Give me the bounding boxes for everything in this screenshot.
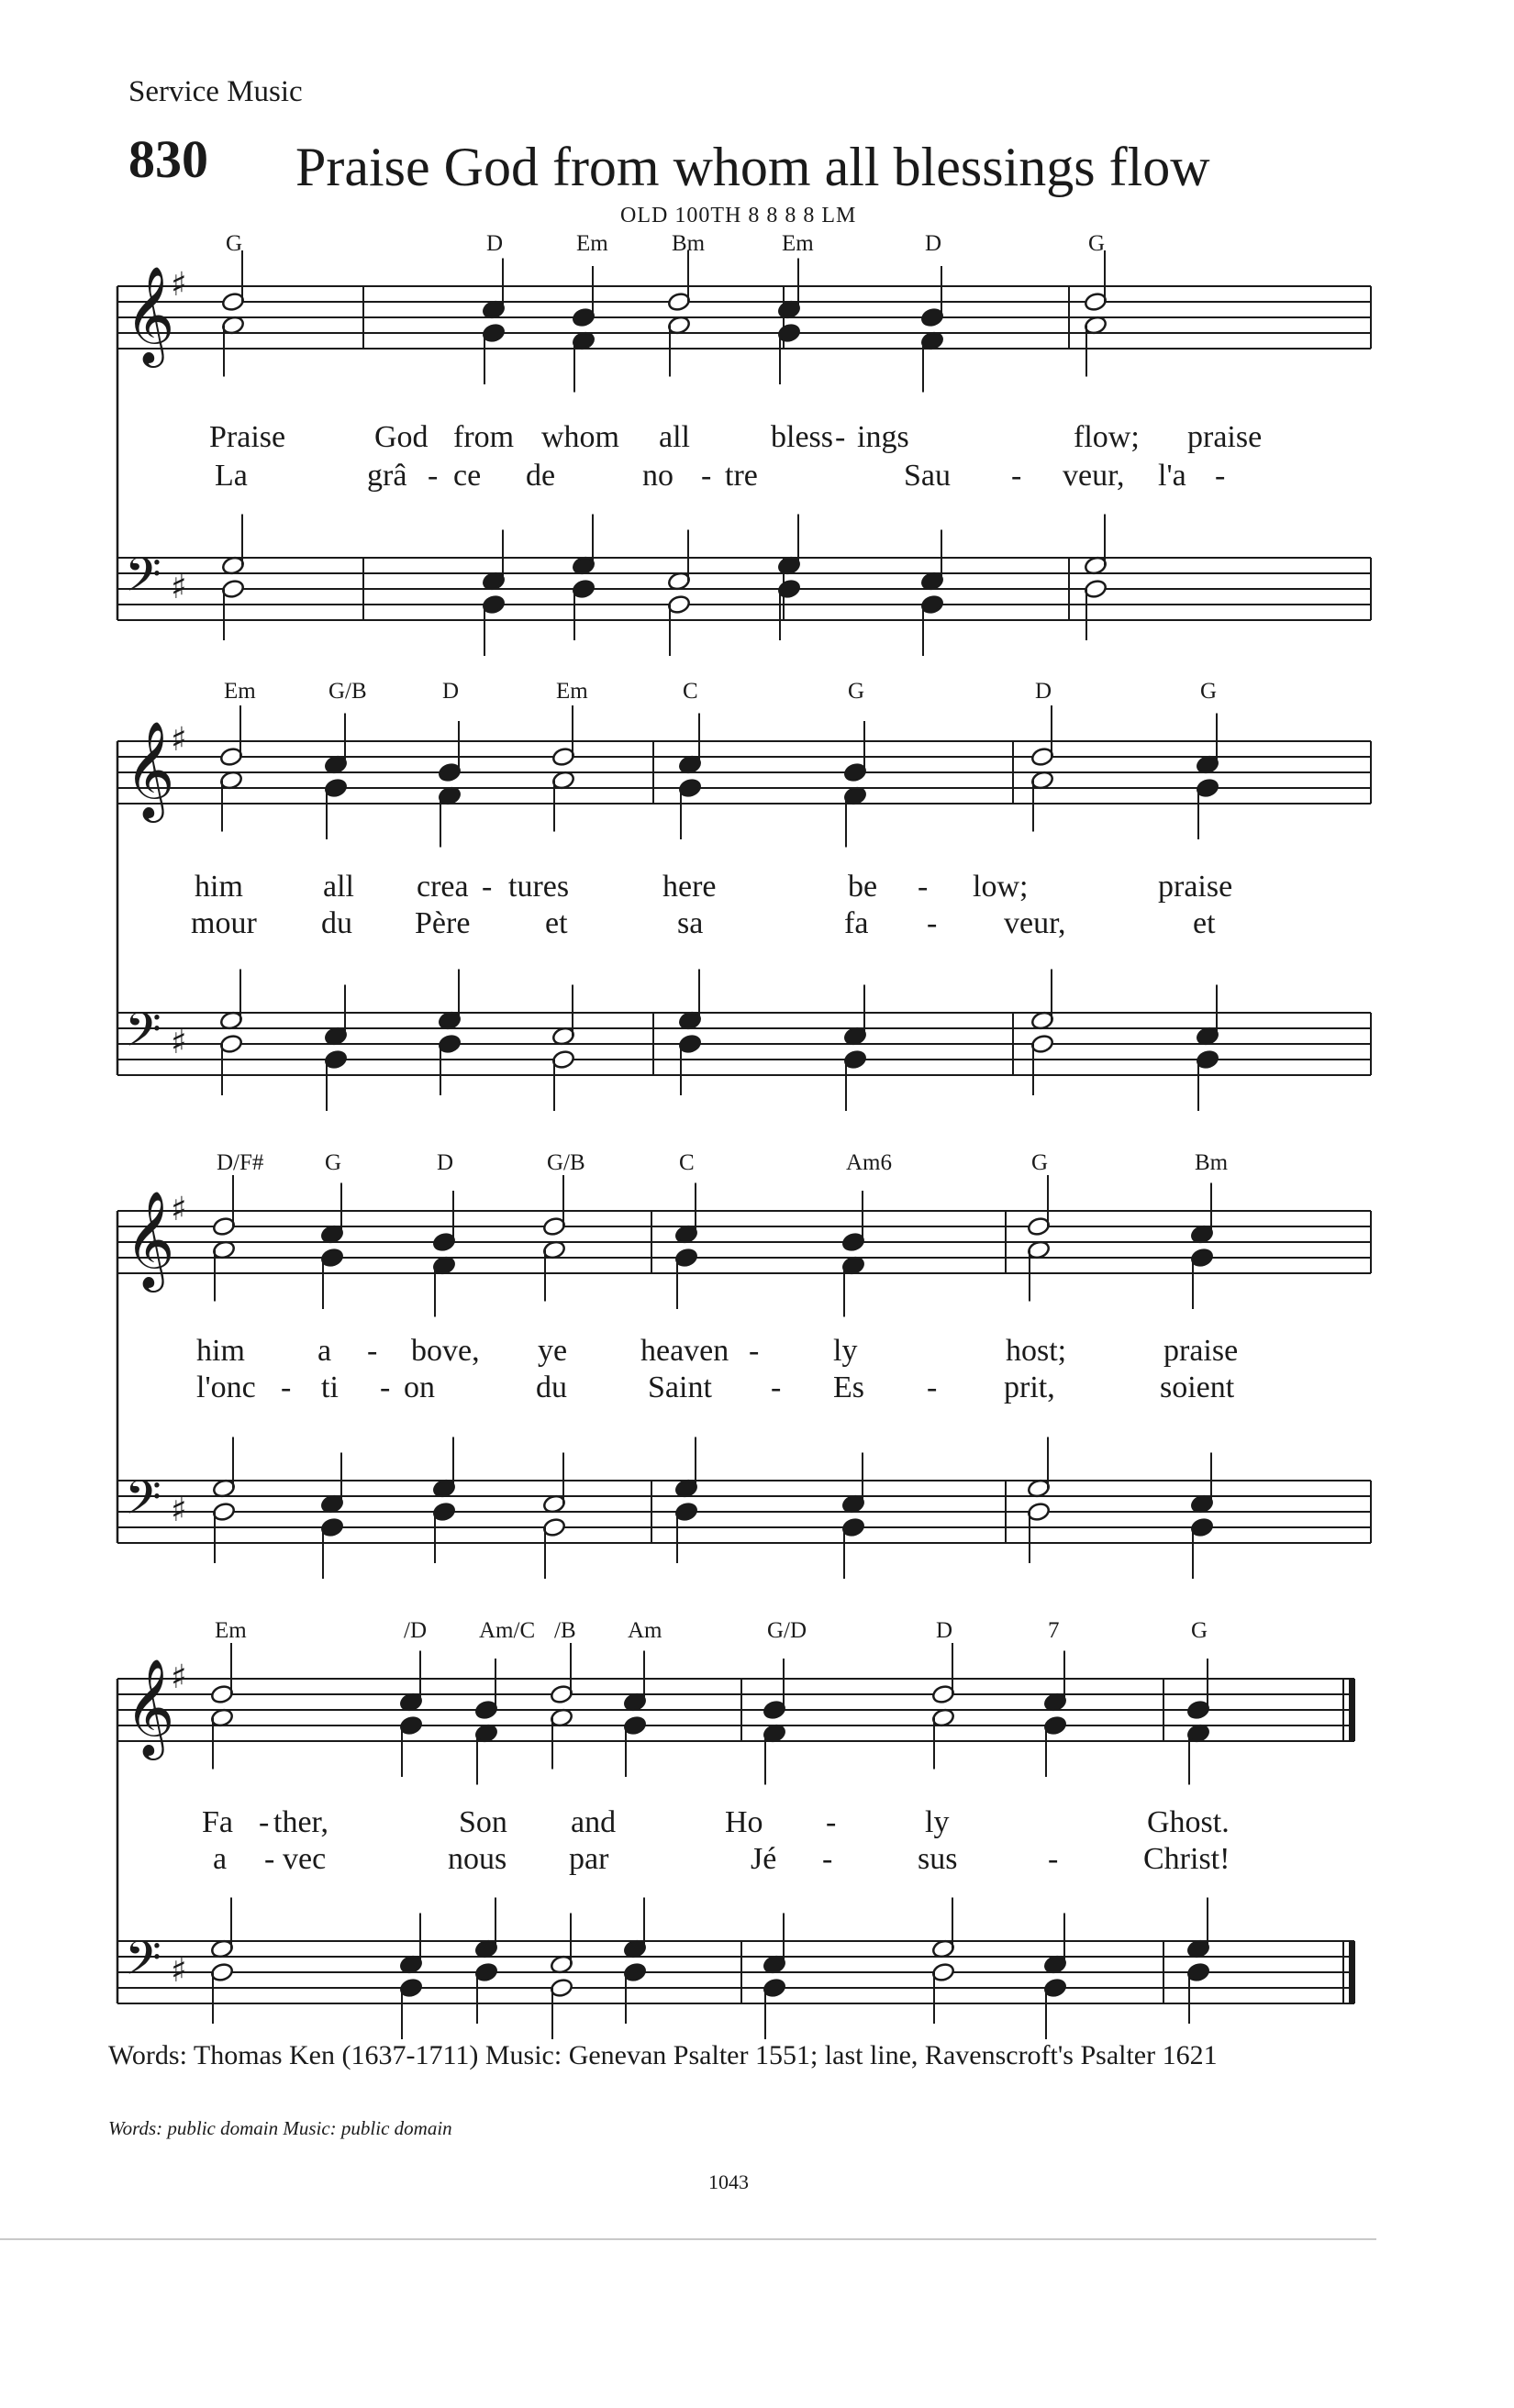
lyric-french: - bbox=[771, 1370, 782, 1404]
chord-symbol: D bbox=[486, 231, 504, 256]
credits: Words: Thomas Ken (1637-1711) Music: Genevan Psalter 1551; last line, Ravenscroft's Psalter 1621 bbox=[108, 2040, 1218, 2070]
lyric-french: fa bbox=[844, 906, 869, 940]
lyric-french: veur, bbox=[1063, 459, 1125, 493]
lyric-english: - bbox=[367, 1334, 378, 1368]
lyric-french: - bbox=[1011, 459, 1022, 493]
chord-symbol: D bbox=[925, 231, 942, 256]
treble-clef: 𝄞 bbox=[125, 265, 175, 363]
lyric-english: flow; bbox=[1074, 420, 1140, 454]
lyric-english: Son bbox=[459, 1805, 507, 1839]
lyric-french: on bbox=[404, 1370, 435, 1404]
lyric-french: La bbox=[215, 459, 248, 493]
lyric-english: - bbox=[826, 1805, 837, 1839]
lyric-english: God bbox=[374, 420, 429, 454]
lyric-french: a bbox=[213, 1842, 228, 1876]
lyric-english: all bbox=[659, 420, 690, 454]
lyric-french: et bbox=[545, 906, 568, 940]
chord-symbol: Am6 bbox=[846, 1150, 892, 1175]
lyric-english: whom bbox=[541, 420, 619, 454]
lyric-english: be bbox=[848, 870, 878, 904]
lyric-french: Saint bbox=[648, 1370, 712, 1404]
chord-symbol: D/F# bbox=[217, 1150, 264, 1175]
lyric-french: - bbox=[927, 906, 938, 940]
lyric-english: - bbox=[259, 1805, 270, 1839]
chord-symbol: /B bbox=[554, 1618, 576, 1643]
lyric-english: a bbox=[317, 1334, 332, 1368]
lyric-english: Ghost. bbox=[1147, 1805, 1230, 1839]
chord-symbol: Bm bbox=[1195, 1150, 1229, 1175]
lyric-french: Père bbox=[415, 906, 471, 940]
treble-clef: 𝄞 bbox=[125, 720, 175, 818]
license-note: Words: public domain Music: public domain bbox=[108, 2117, 452, 2139]
chord-symbol: G bbox=[1200, 679, 1218, 704]
key-signature-sharp: ♯ bbox=[171, 569, 187, 606]
lyric-french: prit, bbox=[1004, 1370, 1055, 1404]
lyric-french: tre bbox=[725, 459, 758, 493]
bass-clef: 𝄢 bbox=[125, 547, 161, 614]
lyric-english: - bbox=[835, 420, 846, 454]
lyric-french: Es bbox=[833, 1370, 864, 1404]
hymn-title: Praise God from whom all blessings flow bbox=[295, 137, 1210, 197]
chord-symbol: Em bbox=[782, 231, 814, 256]
lyric-english: - bbox=[749, 1334, 760, 1368]
chord-symbol: Em bbox=[556, 679, 588, 704]
lyric-english: - bbox=[918, 870, 929, 904]
lyric-english: him bbox=[195, 870, 243, 904]
lyric-french: nous bbox=[448, 1842, 507, 1876]
lyric-french: Christ! bbox=[1143, 1842, 1230, 1876]
lyric-english: tures bbox=[508, 870, 570, 904]
chord-symbol: Bm bbox=[672, 231, 706, 256]
chord-symbol: D bbox=[936, 1618, 953, 1643]
chord-symbol: Em bbox=[576, 231, 608, 256]
final-bar-thick bbox=[1349, 1679, 1355, 1741]
chord-symbol: 7 bbox=[1048, 1618, 1060, 1643]
hymn-number: 830 bbox=[128, 129, 208, 189]
lyric-english: Ho bbox=[725, 1805, 763, 1839]
chord-symbol: Am/C bbox=[479, 1618, 536, 1643]
lyric-english: and bbox=[571, 1805, 617, 1839]
bass-clef: 𝄢 bbox=[125, 1470, 161, 1537]
lyric-english: ye bbox=[538, 1334, 568, 1368]
section-label: Service Music bbox=[128, 75, 303, 108]
lyric-french: - bbox=[822, 1842, 833, 1876]
lyric-french: veur, bbox=[1004, 906, 1066, 940]
lyric-english: crea bbox=[417, 870, 469, 904]
lyric-french: ti bbox=[321, 1370, 339, 1404]
chord-symbol: G/D bbox=[767, 1618, 807, 1643]
lyric-french: sus bbox=[918, 1842, 958, 1876]
lyric-french: - bbox=[281, 1370, 292, 1404]
lyric-english: all bbox=[323, 870, 354, 904]
lyric-english: host; bbox=[1006, 1334, 1067, 1368]
lyric-english: ther, bbox=[273, 1805, 328, 1839]
lyric-english: ings bbox=[857, 420, 909, 454]
key-signature-sharp: ♯ bbox=[171, 1191, 187, 1228]
lyric-french: l'a bbox=[1158, 459, 1186, 493]
bass-clef: 𝄢 bbox=[125, 1930, 161, 1997]
lyric-english: praise bbox=[1163, 1334, 1239, 1368]
chord-symbol: D bbox=[442, 679, 460, 704]
tune-name: OLD 100TH 8 8 8 8 LM bbox=[620, 204, 857, 227]
chord-symbol: G bbox=[226, 231, 243, 256]
lyric-english: bove, bbox=[411, 1334, 480, 1368]
chord-symbol: G bbox=[848, 679, 865, 704]
lyric-french: - bbox=[428, 459, 439, 493]
lyric-english: heaven bbox=[640, 1334, 729, 1368]
chord-symbol: Em bbox=[224, 679, 256, 704]
lyric-french: Jé bbox=[751, 1842, 777, 1876]
chord-symbol: G bbox=[325, 1150, 342, 1175]
lyric-french: de bbox=[526, 459, 556, 493]
lyric-french: grâ bbox=[367, 459, 407, 493]
chord-symbol: G/B bbox=[547, 1150, 585, 1175]
lyric-english: bless bbox=[771, 420, 833, 454]
lyric-french: no bbox=[642, 459, 674, 493]
lyric-french: mour bbox=[191, 906, 257, 940]
lyric-french: du bbox=[321, 906, 352, 940]
final-bar-thick bbox=[1349, 1941, 1355, 2003]
chord-symbol: D bbox=[437, 1150, 454, 1175]
lyric-french: - bbox=[701, 459, 712, 493]
lyric-english: ly bbox=[833, 1334, 858, 1368]
chord-symbol: D bbox=[1035, 679, 1052, 704]
lyric-english: from bbox=[453, 420, 515, 454]
lyric-french: l'onc bbox=[196, 1370, 256, 1404]
lyric-french: sa bbox=[677, 906, 704, 940]
lyric-english: him bbox=[196, 1334, 245, 1368]
key-signature-sharp: ♯ bbox=[171, 1659, 187, 1696]
key-signature-sharp: ♯ bbox=[171, 721, 187, 759]
key-signature-sharp: ♯ bbox=[171, 1952, 187, 1990]
chord-symbol: G bbox=[1191, 1618, 1208, 1643]
lyric-english: praise bbox=[1158, 870, 1233, 904]
lyric-french: - bbox=[264, 1842, 275, 1876]
lyric-english: praise bbox=[1187, 420, 1263, 454]
lyric-french: - bbox=[1215, 459, 1226, 493]
page-divider bbox=[0, 2238, 1376, 2240]
lyric-french: par bbox=[569, 1842, 609, 1876]
lyric-french: Sau bbox=[904, 459, 951, 493]
chord-symbol: G bbox=[1088, 231, 1106, 256]
chord-symbol: Am bbox=[628, 1618, 662, 1643]
lyric-french: et bbox=[1193, 906, 1216, 940]
chord-symbol: C bbox=[683, 679, 698, 704]
lyric-french: vec bbox=[283, 1842, 327, 1876]
key-signature-sharp: ♯ bbox=[171, 1024, 187, 1061]
lyric-english: ly bbox=[925, 1805, 950, 1839]
key-signature-sharp: ♯ bbox=[171, 266, 187, 304]
lyric-english: Fa bbox=[202, 1805, 233, 1839]
chord-symbol: Em bbox=[215, 1618, 247, 1643]
lyric-french: soient bbox=[1160, 1370, 1235, 1404]
page-number: 1043 bbox=[708, 2170, 749, 2193]
bass-clef: 𝄢 bbox=[125, 1002, 161, 1069]
chord-symbol: G/B bbox=[328, 679, 367, 704]
chord-symbol: G bbox=[1031, 1150, 1049, 1175]
lyric-french: - bbox=[380, 1370, 391, 1404]
lyric-english: Praise bbox=[209, 420, 286, 454]
chord-symbol: C bbox=[679, 1150, 695, 1175]
lyric-french: - bbox=[927, 1370, 938, 1404]
lyric-english: - bbox=[482, 870, 493, 904]
lyric-french: - bbox=[1048, 1842, 1059, 1876]
key-signature-sharp: ♯ bbox=[171, 1492, 187, 1529]
treble-clef: 𝄞 bbox=[125, 1190, 175, 1288]
lyric-french: ce bbox=[453, 459, 482, 493]
lyric-french: du bbox=[536, 1370, 567, 1404]
lyric-english: here bbox=[662, 870, 717, 904]
treble-clef: 𝄞 bbox=[125, 1658, 175, 1756]
chord-symbol: /D bbox=[404, 1618, 427, 1643]
lyric-english: low; bbox=[973, 870, 1029, 904]
